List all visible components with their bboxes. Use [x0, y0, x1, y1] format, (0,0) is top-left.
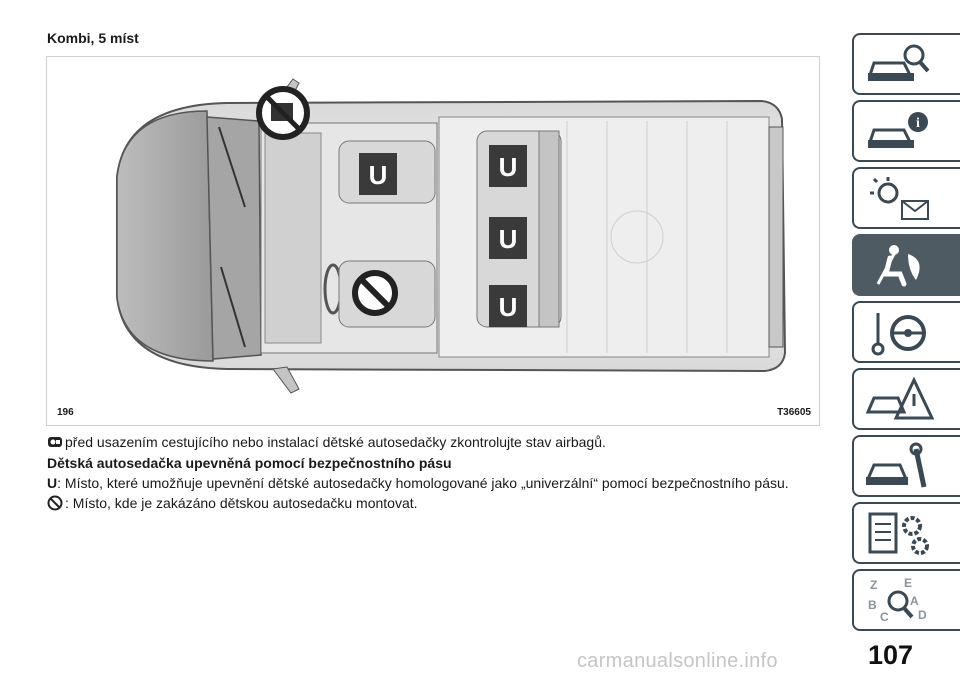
tab-maintenance[interactable]: [852, 435, 960, 497]
figure-number: 196: [57, 407, 74, 418]
seat-marker-u: [489, 145, 527, 187]
svg-text:E: E: [904, 576, 913, 590]
tab-starting-driving[interactable]: [852, 301, 960, 363]
section-subheading: Dětská autosedačka upevněná pomocí bezpečnostního pásu: [47, 455, 452, 471]
forbidden-seat-icon: [355, 273, 395, 313]
svg-text:A: A: [910, 594, 919, 608]
car-warning-icon: [864, 374, 934, 426]
van-top-view: [47, 57, 819, 425]
airbag-note-text: před usazením cestujícího nebo instalací dětské autosedačky zkontrolujte stav airbagů.: [65, 434, 606, 450]
svg-text:D: D: [918, 608, 927, 622]
seat-airbag-icon: [864, 240, 934, 292]
page-heading: Kombi, 5 míst: [47, 30, 139, 46]
tab-technical-data[interactable]: [852, 502, 960, 564]
svg-text:i: i: [916, 116, 920, 131]
tab-car-info[interactable]: [852, 100, 960, 162]
car-wrench-icon: [864, 441, 934, 493]
legend-u-key: U: [47, 475, 58, 491]
svg-text:U: U: [368, 160, 388, 190]
page-number: 107: [868, 640, 914, 670]
svg-text:U: U: [498, 152, 518, 182]
seat-marker-u: [489, 285, 527, 327]
car-search-icon: [864, 39, 934, 91]
passenger-airbag-warning-icon: [259, 89, 307, 137]
legend-u-text: : Místo, které umožňuje upevnění dětské autosedačky homologované jako „univerzální“ pomocí bezpečnostního pásu.: [57, 475, 789, 491]
tab-car-search[interactable]: [852, 33, 960, 95]
lights-message-icon: [864, 173, 934, 225]
tab-safety[interactable]: [852, 234, 960, 296]
legend-u: [47, 474, 789, 492]
tab-lights-messages[interactable]: [852, 167, 960, 229]
seat-marker-u: [489, 217, 527, 259]
watermark: carmanualsonline.info: [577, 650, 778, 672]
svg-text:U: U: [498, 292, 518, 322]
document-gears-icon: [864, 508, 934, 560]
svg-text:U: U: [498, 224, 518, 254]
svg-text:Z: Z: [870, 578, 878, 592]
alphabet-search-icon: [864, 575, 934, 627]
steering-wheel-icon: [864, 307, 934, 359]
forbidden-icon: [47, 495, 63, 511]
svg-text:B: B: [868, 598, 877, 612]
svg-text:C: C: [880, 610, 889, 624]
legend-forbidden: [47, 494, 418, 512]
van-body: [117, 79, 785, 393]
car-info-icon: [864, 106, 934, 158]
airbag-note: [47, 433, 606, 451]
tab-index[interactable]: [852, 569, 960, 631]
figure-code: T36605: [777, 407, 811, 418]
airbag-icon: [47, 434, 63, 450]
seat-marker-u: [359, 153, 397, 195]
tab-emergency[interactable]: [852, 368, 960, 430]
van-seat-diagram: [46, 56, 820, 426]
legend-forbidden-text: : Místo, kde je zakázáno dětskou autosedačku montovat.: [65, 495, 418, 511]
